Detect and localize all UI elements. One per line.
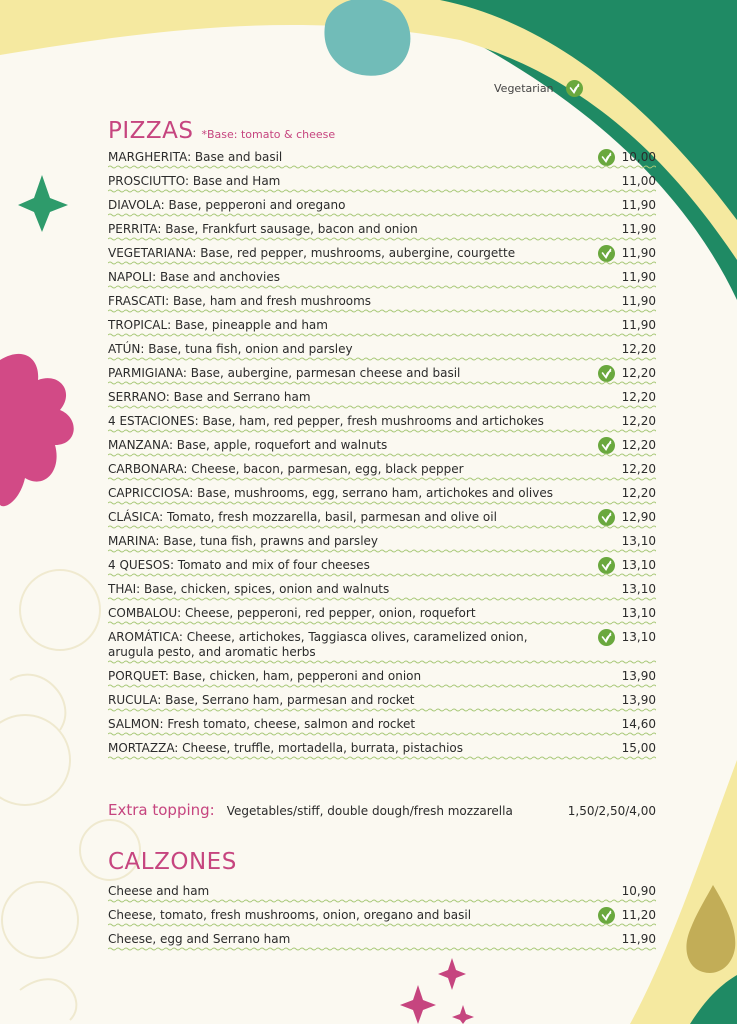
menu-item-price: 12,90	[621, 510, 656, 524]
menu-item-description: Cheese, tomato, fresh mushrooms, onion, oregano and basil	[108, 908, 472, 922]
menu-item-price: 11,90	[621, 294, 656, 308]
menu-item	[108, 241, 656, 265]
menu-item	[108, 457, 656, 481]
menu-item	[108, 553, 656, 577]
menu-item-price: 12,20	[621, 438, 656, 452]
menu-item-price: 11,90	[621, 198, 656, 212]
menu-item-description: CARBONARA: Cheese, bacon, parmesan, egg, black pepper	[108, 462, 464, 476]
menu-item	[108, 601, 656, 625]
menu-item-price: 13,10	[621, 534, 656, 548]
menu-item-description: VEGETARIANA: Base, red pepper, mushrooms, aubergine, courgette	[108, 246, 516, 260]
extra-topping-description: Vegetables/stiff, double dough/fresh mozzarella	[226, 804, 513, 818]
menu-item-description: THAI: Base, chicken, spices, onion and walnuts	[108, 582, 390, 596]
menu-item-price: 12,20	[621, 366, 656, 380]
pizzas-base-note: *Base: tomato & cheese	[201, 128, 336, 141]
menu-item-price: 11,90	[621, 932, 656, 946]
menu-item-description: TROPICAL: Base, pineapple and ham	[108, 318, 328, 332]
menu-item-price: 12,20	[621, 486, 656, 500]
extra-topping-price: 1,50/2,50/4,00	[567, 804, 656, 818]
menu-item	[108, 385, 656, 409]
menu-item-price: 13,90	[621, 693, 656, 707]
menu-item	[108, 361, 656, 385]
menu-item-description: CLÁSICA: Tomato, fresh mozzarella, basil, parmesan and olive oil	[108, 510, 497, 524]
menu-item-description: SERRANO: Base and Serrano ham	[108, 390, 311, 404]
menu-item-description: Cheese, egg and Serrano ham	[108, 932, 291, 946]
menu-item-price: 13,10	[621, 630, 656, 644]
menu-item	[108, 879, 656, 903]
menu-item-description: PARMIGIANA: Base, aubergine, parmesan cheese and basil	[108, 366, 461, 380]
menu-item	[108, 481, 656, 505]
vegetarian-leaf-icon	[566, 80, 583, 97]
menu-item-price: 13,10	[621, 558, 656, 572]
menu-item-price: 11,20	[621, 908, 656, 922]
menu-item	[108, 529, 656, 553]
menu-item-price: 13,10	[621, 606, 656, 620]
menu-item	[108, 433, 656, 457]
menu-item	[108, 265, 656, 289]
menu-item-description: FRASCATI: Base, ham and fresh mushrooms	[108, 294, 372, 308]
menu-item-price: 14,60	[621, 717, 656, 731]
menu-item-price: 11,90	[621, 246, 656, 260]
menu-item	[108, 903, 656, 927]
menu-item	[108, 736, 656, 760]
menu-item-description: Cheese and ham	[108, 884, 210, 898]
menu-item-price: 12,20	[621, 390, 656, 404]
menu-item-price: 12,20	[621, 462, 656, 476]
menu-item	[108, 145, 656, 169]
menu-item-description: RUCULA: Base, Serrano ham, parmesan and rocket	[108, 693, 415, 707]
menu-item-description: ATÚN: Base, tuna fish, onion and parsley	[108, 342, 353, 356]
menu-item-description: PORQUET: Base, chicken, ham, pepperoni and onion	[108, 669, 422, 683]
menu-item-price: 11,00	[621, 174, 656, 188]
menu-item-description: MARGHERITA: Base and basil	[108, 150, 283, 164]
menu-item-price: 13,10	[621, 582, 656, 596]
menu-item-description: MARINA: Base, tuna fish, prawns and parsley	[108, 534, 379, 548]
menu-item-price: 12,20	[621, 414, 656, 428]
vegetarian-legend-label: Vegetarian	[494, 82, 554, 95]
menu-item-description: COMBALOU: Cheese, pepperoni, red pepper, onion, roquefort	[108, 606, 476, 620]
menu-item	[108, 927, 656, 951]
calzones-header	[108, 849, 237, 875]
menu-item	[108, 625, 656, 664]
menu-item-description: NAPOLI: Base and anchovies	[108, 270, 280, 284]
menu-item-description: 4 QUESOS: Tomato and mix of four cheeses	[108, 558, 370, 572]
menu-item-description: 4 ESTACIONES: Base, ham, red pepper, fresh mushrooms and artichokes	[108, 414, 544, 428]
menu-item-description: MANZANA: Base, apple, roquefort and walnuts	[108, 438, 388, 452]
pizzas-title: PIZZAS	[108, 118, 194, 144]
vegetarian-legend	[494, 80, 583, 97]
pizzas-header	[108, 118, 335, 144]
menu-item-description: PROSCIUTTO: Base and Ham	[108, 174, 281, 188]
extra-topping	[108, 801, 656, 819]
menu-item-price: 11,90	[621, 318, 656, 332]
menu-item-description: MORTAZZA: Cheese, truffle, mortadella, burrata, pistachios	[108, 741, 464, 755]
menu-item	[108, 289, 656, 313]
menu-item-price: 15,00	[621, 741, 656, 755]
menu-item-price: 12,20	[621, 342, 656, 356]
calzones-list	[108, 879, 656, 951]
menu-item	[108, 664, 656, 688]
menu-item	[108, 337, 656, 361]
menu-item	[108, 313, 656, 337]
menu-item-price: 11,90	[621, 222, 656, 236]
menu-item	[108, 193, 656, 217]
menu-item	[108, 688, 656, 712]
menu-item	[108, 712, 656, 736]
menu-item-description: PERRITA: Base, Frankfurt sausage, bacon and onion	[108, 222, 418, 236]
menu-item	[108, 505, 656, 529]
extra-topping-title: Extra topping:	[108, 801, 215, 819]
menu-item-price: 11,90	[621, 270, 656, 284]
menu-item-price: 13,90	[621, 669, 656, 683]
menu-item-price: 10,00	[621, 150, 656, 164]
menu-item-description: AROMÁTICA: Cheese, artichokes, Taggiasca olives, caramelized onion, arugula pesto, and aromatic herbs	[108, 630, 528, 659]
menu-item	[108, 217, 656, 241]
menu-item-description: DIAVOLA: Base, pepperoni and oregano	[108, 198, 346, 212]
menu-item-price: 10,90	[621, 884, 656, 898]
menu-item-description: SALMON: Fresh tomato, cheese, salmon and rocket	[108, 717, 416, 731]
menu-item	[108, 169, 656, 193]
menu-item	[108, 577, 656, 601]
menu-item-description: CAPRICCIOSA: Base, mushrooms, egg, serrano ham, artichokes and olives	[108, 486, 553, 500]
menu-item	[108, 409, 656, 433]
pizzas-list	[108, 145, 656, 760]
calzones-title: CALZONES	[108, 849, 237, 875]
